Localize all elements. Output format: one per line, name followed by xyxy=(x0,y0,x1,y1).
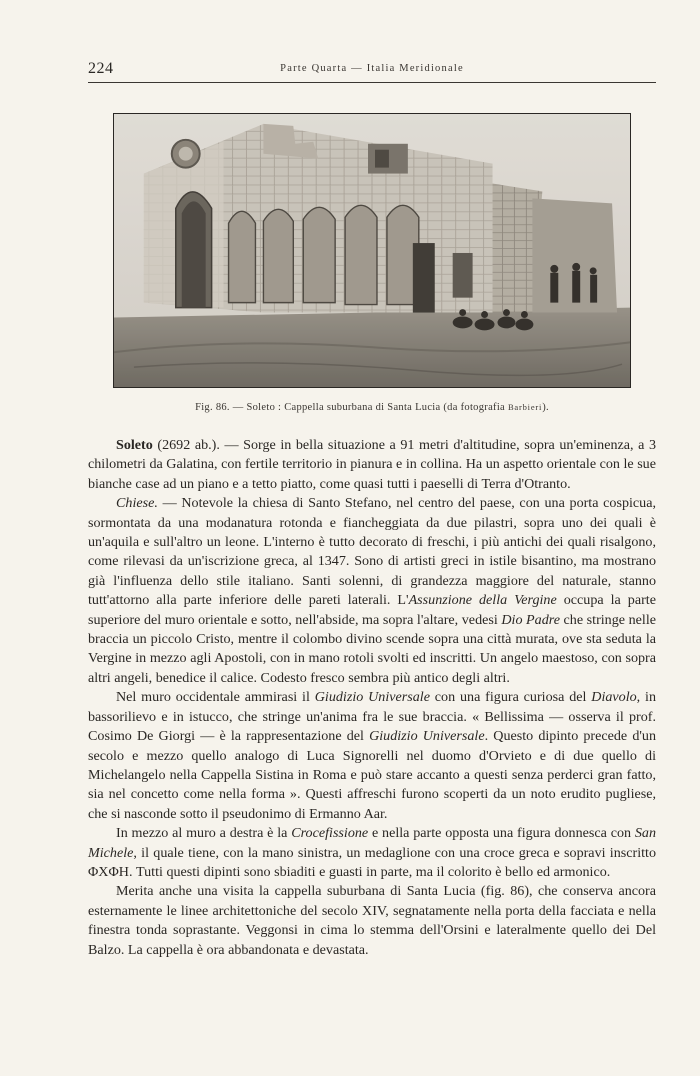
title-giudizio-2: Giudizio Universale xyxy=(369,728,485,745)
paragraph-giudizio-text-2: con una figura curiosa del xyxy=(429,689,592,706)
section-chiese: Chiese. xyxy=(116,495,158,512)
caption-photographer: Barbieri xyxy=(507,402,543,412)
town-name: Soleto xyxy=(116,437,153,453)
paragraph-chiese xyxy=(88,494,656,688)
paragraph-chiese-text-2: occupa la parte superiore del muro orientale e sotto, nell'abside, ma sopra l'altare, vedesi xyxy=(88,592,656,628)
paragraph-soleto-text: (2692 ab.). — Sorge in bella situazione a 91 metri d'altitudine, sopra un'eminenza, a 3 chilometri da Galatina, con fertile territorio in pianura e in collina. Ha un aspetto orientale con le sue bianche case ad un piano e a tetto piatto, come quasi tutti i paeselli di Terra d'Otranto. xyxy=(88,437,656,492)
title-diavolo: Diavolo xyxy=(591,689,637,706)
paragraph-chiese-text-1: — Notevole la chiesa di Santo Stefano, nel centro del paese, con una porta cospicua, sormontata da una modanatura rotonda e fiancheggiata da due pilastri, sopra uno dei quali è un'aquila e sull'altro un leone. L'interno è tutto decorato di freschi, i più antichi dei quali risalgono, come rilevasi da un'iscrizione greca, al 1347. Sono di artisti greci in istile bisantino, ma mostrano già l'influenza dello stile italiano. Santi solenni, di grandezza maggiore del naturale, stanno tutt'attorno alla parte inferiore delle pareti laterali. L' xyxy=(88,495,656,609)
body-text xyxy=(88,436,656,960)
paragraph-crocefissione-text-2: e nella parte opposta una figura donnesca con xyxy=(368,825,635,842)
paragraph-crocefissione xyxy=(88,824,656,882)
paragraph-giudizio-text-4: . Questo dipinto precede d'un secolo e mezzo quello analogo di Luca Signorelli nel duomo d'Orvieto e di due quello di Michelangelo nella Cappella Sistina in Roma e può stare accanto a questi senza perderci gran fatto, sia nel concetto come nella forma ». Questi affreschi furono scoperti da un noto erudito pugliese, che si nasconde sotto il pseudonimo di Ermanno Aar. xyxy=(88,728,657,822)
paragraph-chiese-text-3: che stringe nelle braccia un piccolo Cristo, mentre il colombo divino scende sopra una città murata, ove sta seduta la Vergine in mezzo agli Apostoli, con in mano rotoli svolti ed inscritti. Un angelo maestoso, con sopra altri angeli, benedice il calice. Codesto fresco sembra più antico degli altri. xyxy=(88,611,656,686)
figure-photo-chapel xyxy=(113,113,631,388)
title-giudizio-1: Giudizio Universale xyxy=(314,689,430,706)
paragraph-soleto xyxy=(88,436,656,494)
title-dio-padre: Dio Padre xyxy=(501,611,560,628)
paragraph-giudizio-text-3: , in bassorilievo e in istucco, che stringe un'anima fra le sue braccia. « Bellissima — osserva il prof. Cosimo De Giorgi — è la rappresentazione del xyxy=(88,689,656,745)
paragraph-giudizio xyxy=(88,688,656,824)
paragraph-santa-lucia: Merita anche una visita la cappella suburbana di Santa Lucia (fig. 86), che conserva ancora esternamente le linee architettoniche del secolo XIV, segnatamente nella porta della facciata e nella finestra tonda soprastante. Veggonsi in cima lo stemma dell'Orsini e lateralmente quello dei Del Balzo. La cappella è ora abbandonata e devastata. xyxy=(88,883,656,958)
running-head: Parte Quarta — Italia Meridionale xyxy=(280,63,464,74)
title-san-michele: San Michele xyxy=(88,825,656,861)
title-assunzione: Assunzione della Vergine xyxy=(408,592,557,609)
caption-tail: ). xyxy=(542,402,549,413)
paragraph-crocefissione-text-3: , il quale tiene, con la mano sinistra, un medaglione con una croce greca e sopravi inscritto ΦΧΦΗ. Tutti questi dipinti sono sbiaditi e guasti in parte, ma il colorito è bello ed armonico. xyxy=(88,844,656,880)
caption-lead: Fig. 86. — Soleto : Cappella suburbana di Santa Lucia (da fotografia xyxy=(195,402,508,413)
chapel-photo-illustration xyxy=(114,114,630,387)
figure-caption xyxy=(88,402,656,413)
page-number: 224 xyxy=(88,60,114,77)
paragraph-giudizio-text-1: Nel muro occidentale ammirasi il xyxy=(116,689,315,706)
page-header xyxy=(88,60,656,83)
title-crocefissione: Crocefissione xyxy=(291,825,369,842)
paragraph-crocefissione-text-1: In mezzo al muro a destra è la xyxy=(116,825,292,842)
